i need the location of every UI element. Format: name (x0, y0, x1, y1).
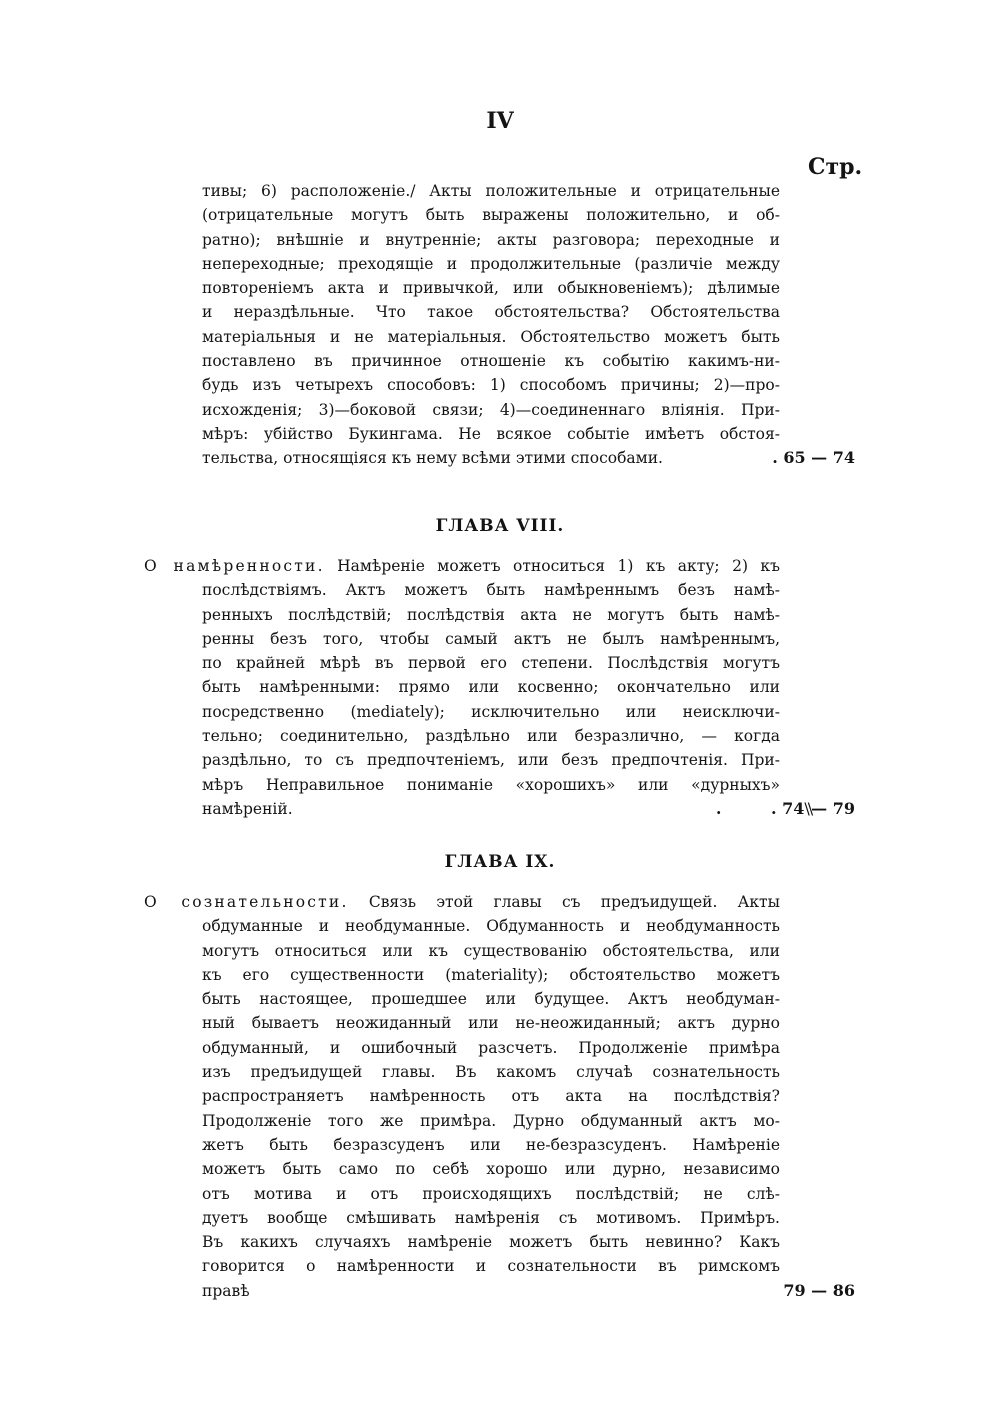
text-line: тельно; соединительно, раздѣльно или безразлично, — когда (202, 727, 780, 746)
text-line: отъ мотива и отъ происходящихъ послѣдствій; не слѣ- (202, 1184, 780, 1203)
page-number: IV (486, 108, 514, 134)
text-line: исхожденія; 3)—боковой связи; 4)—соединеннаго вліянія. При- (202, 400, 780, 419)
page-range: . 65 — 74 (772, 448, 855, 468)
chapter-topic: О намѣренности. (144, 557, 325, 575)
text-line-first: О намѣренности. Намѣреніе можетъ относиться 1) къ акту; 2) къ (144, 557, 780, 575)
text-line: мѣръ: убійство Букингама. Не всякое событіе имѣетъ обстоя- (202, 424, 780, 443)
text-line: жетъ быть безразсуденъ или не-безразсуденъ. Намѣреніе (202, 1135, 780, 1154)
chapter-9 (0, 848, 1000, 1303)
text-line: ренны безъ того, чтобы самый актъ не былъ намѣреннымъ, (202, 629, 780, 648)
text-line: тивы; 6) расположеніе./ Акты положительные и отрицательные (202, 182, 780, 200)
chapter-8-summary (0, 554, 1000, 821)
text-line: дуетъ вообще смѣшивать намѣренія съ мотивомъ. Примѣръ. (202, 1208, 780, 1227)
text-line: говорится о намѣренности и сознательности въ римскомъ (202, 1257, 780, 1276)
text-line: распространяетъ намѣренность отъ акта на послѣдствія? (202, 1087, 780, 1106)
text-line: матеріальныя и не матеріальныя. Обстоятельство можетъ быть (202, 327, 780, 346)
text-line: можетъ быть само по себѣ хорошо или дурно, независимо (202, 1160, 780, 1179)
text-line: непереходные; преходящіе и продолжительные (различіе между (202, 254, 780, 273)
text-line: посредственно (mediately); исключительно или неисключи- (202, 702, 780, 721)
text-line-first: О сознательности. Связь этой главы съ предъидущей. Акты (144, 893, 780, 911)
text-line: послѣдствіямъ. Актъ можетъ быть намѣреннымъ безъ намѣ- (202, 581, 780, 600)
text-line-last: намѣреній. . . 74\\— 79 (0, 797, 1000, 821)
text-line: ратно); внѣшніе и внутренніе; акты разговора; переходные и (202, 230, 780, 249)
text-line: къ его существенности (materiality); обстоятельство можетъ (202, 965, 780, 984)
text-line-last: правѣ 79 — 86 (0, 1279, 1000, 1303)
text-line: (отрицательные могутъ быть выражены положительно, и об- (202, 206, 780, 225)
paragraph-continuation (0, 179, 1000, 471)
page-range: 79 — 86 (783, 1280, 855, 1300)
chapter-heading: ГЛАВА VIII. (435, 516, 565, 536)
page-range: . 74\\— 79 (771, 797, 855, 821)
section-continuation (0, 179, 1000, 471)
chapter-heading: ГЛАВА IX. (444, 852, 556, 872)
text-line: Продолженіе того же примѣра. Дурно обдуманный актъ мо- (202, 1111, 780, 1130)
text-line: быть настоящее, прошедшее или будущее. Актъ необдуман- (202, 990, 780, 1009)
text-line: ренныхъ послѣдствій; послѣдствія акта не могутъ быть намѣ- (202, 605, 780, 624)
text-line: по крайней мѣрѣ въ первой его степени. Послѣдствія могутъ (202, 654, 780, 673)
text-line: могутъ относиться или къ существованію обстоятельства, или (202, 941, 780, 960)
text-line: будь изъ четырехъ способовъ: 1) способомъ причины; 2)—про- (202, 376, 780, 395)
text-line: раздѣльно, то съ предпочтеніемъ, или безъ предпочтенія. При- (202, 751, 780, 770)
text-line: ный бываетъ неожиданный или не-неожиданный; актъ дурно (202, 1014, 780, 1033)
text-line: быть намѣренными: прямо или косвенно; окончательно или (202, 678, 780, 697)
text-line: обдуманный, и ошибочный разсчетъ. Продолженіе примѣра (202, 1038, 780, 1057)
leader-dot: . (716, 798, 722, 818)
chapter-9-summary (0, 890, 1000, 1303)
text-line: Въ какихъ случаяхъ намѣреніе можетъ быть невинно? Какъ (202, 1233, 780, 1252)
handwritten-mark: \\ (804, 798, 812, 818)
text-line: поставлено въ причинное отношеніе къ событію какимъ-ни- (202, 352, 780, 371)
text-line-last: тельства, относящіяся къ нему всѣми этими способами. . 65 — 74 (0, 446, 1000, 470)
text-line: обдуманные и необдуманные. Обдуманность и необдуманность (202, 917, 780, 936)
text-line: мѣръ Неправильное пониманіе «хорошихъ» или «дурныхъ» (202, 775, 780, 794)
text-line: изъ предъидущей главы. Въ какомъ случаѣ сознательность (202, 1063, 780, 1082)
text-line: и нераздѣльные. Что такое обстоятельства? Обстоятельства (202, 303, 780, 322)
chapter-topic: О сознательности. (144, 893, 349, 911)
text-line: повтореніемъ акта и привычкой, или обыкновеніемъ); дѣлимые (202, 279, 780, 298)
page-column-label: Стр. (808, 154, 863, 180)
chapter-8 (0, 512, 1000, 821)
